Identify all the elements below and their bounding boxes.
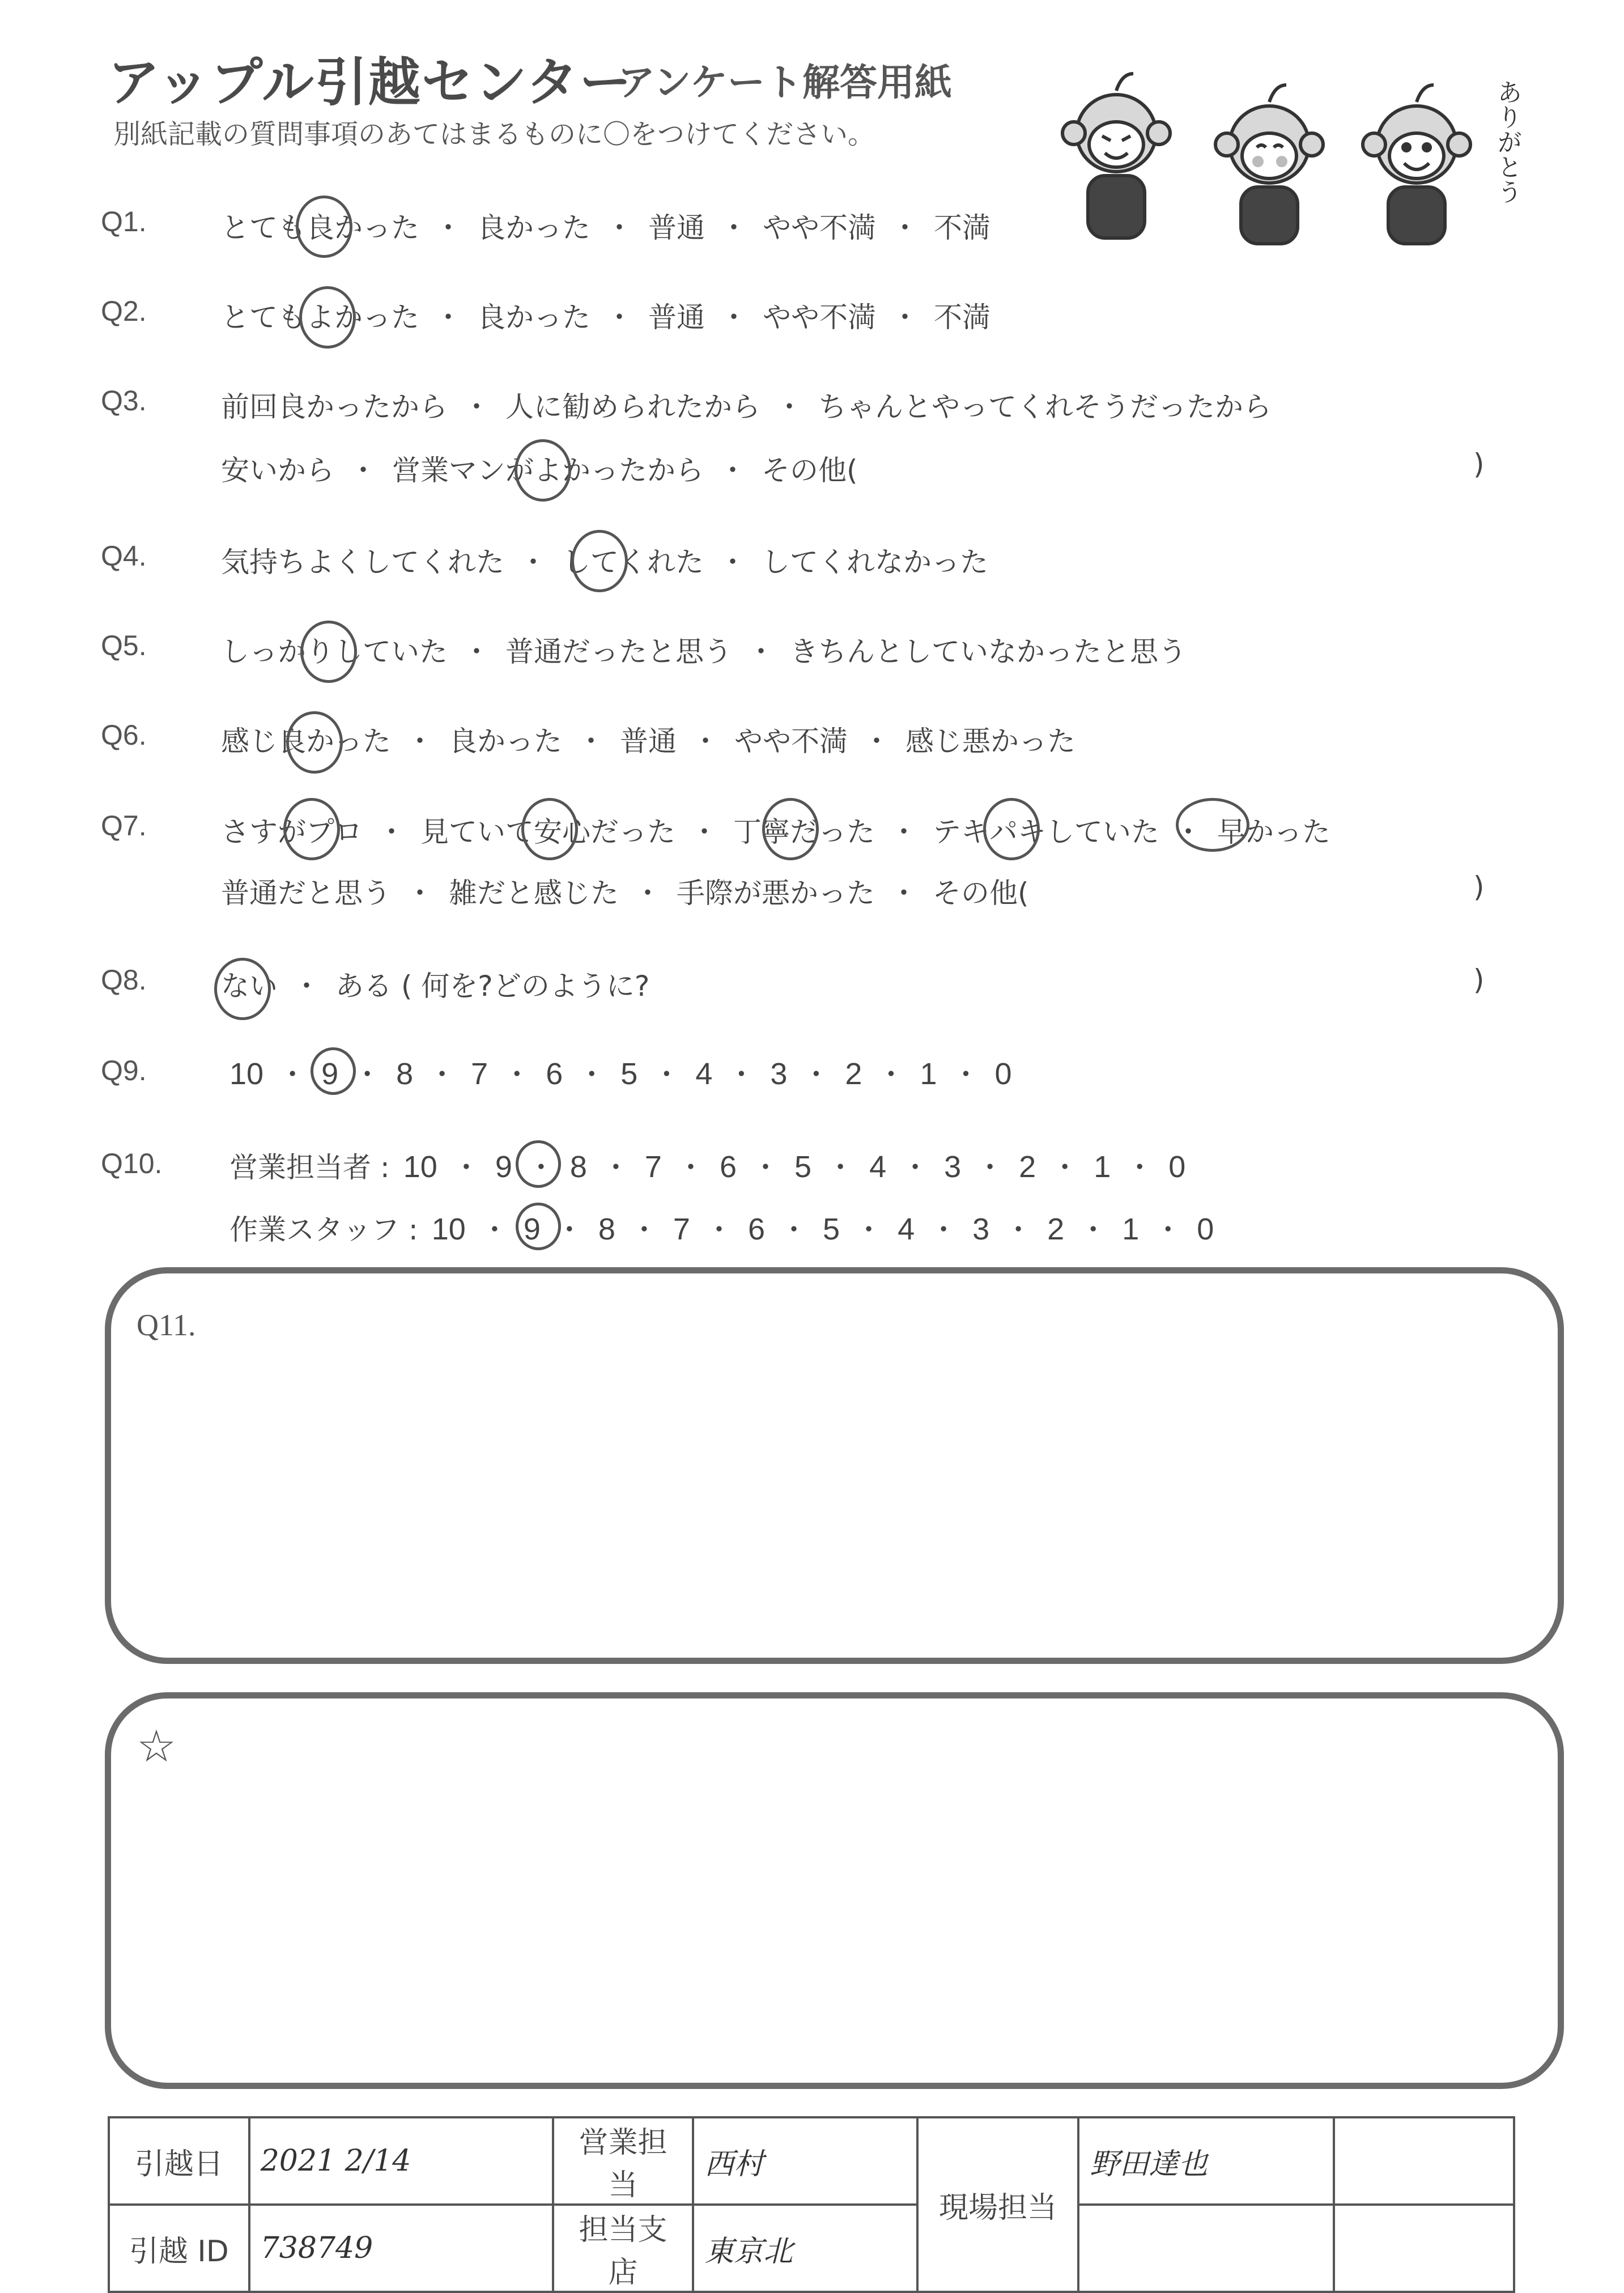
q7-option[interactable]: 見ていて安心だった — [420, 816, 675, 848]
q2-option[interactable]: 普通 — [648, 301, 705, 334]
q7-options-line2: 普通だと思う ・ 雑だと感じた ・ 手際が悪かった ・ その他( — [221, 871, 1029, 911]
q7-options-line1: さすがプロ ・ 見ていて安心だった ・ 丁寧だった ・ テキパキしていた ・ 早かった — [221, 809, 1330, 850]
form-subtitle: アンケート解答用紙 — [618, 61, 953, 104]
company-title: アップル引越センター — [108, 52, 633, 113]
arigatou-text: ありがとう — [1493, 79, 1522, 204]
q7-option-other[interactable]: その他( — [933, 877, 1029, 910]
q1-option[interactable]: やや不満 — [763, 211, 876, 244]
q10-score-option[interactable]: 2 — [1047, 1212, 1065, 1246]
q9-label: Q9. — [101, 1055, 147, 1086]
q3-label: Q3. — [101, 385, 147, 417]
q9-score-option[interactable]: 0 — [994, 1057, 1012, 1091]
moving-id-label: 引越 ID — [109, 2205, 249, 2292]
q10-score-option[interactable]: 4 — [898, 1212, 915, 1246]
q10-score-option[interactable]: 4 — [869, 1150, 887, 1184]
monkey-mascots-illustration — [1031, 57, 1541, 249]
q6-option[interactable]: 良かった — [449, 725, 562, 758]
q9-score-option[interactable]: 8 — [396, 1057, 414, 1091]
q10-score-option[interactable]: 0 — [1197, 1212, 1214, 1246]
q8-option[interactable]: ない — [221, 970, 278, 1003]
q9-score-option[interactable]: 7 — [471, 1057, 488, 1091]
moving-id-value[interactable]: 738749 — [249, 2205, 553, 2292]
q6-option[interactable]: 感じ悪かった — [905, 725, 1075, 758]
q2-label: Q2. — [101, 295, 147, 327]
q10-score-option[interactable]: 2 — [1019, 1150, 1036, 1184]
q10-row-name: 作業スタッフ : — [229, 1213, 418, 1246]
q2-option[interactable]: 良かった — [477, 301, 590, 334]
q11-comment-box[interactable] — [105, 1267, 1564, 1664]
q3-option-other[interactable]: その他( — [762, 454, 858, 487]
q4-option[interactable]: してくれた — [562, 546, 704, 579]
q10-score-option[interactable]: 1 — [1122, 1212, 1140, 1246]
q10-score-option[interactable]: 7 — [644, 1150, 662, 1184]
q6-label: Q6. — [101, 719, 147, 751]
q11-box-label: Q11. — [137, 1308, 196, 1342]
q10-score-option[interactable]: 6 — [719, 1150, 737, 1184]
q6-options: 感じ良かった ・ 良かった ・ 普通 ・ やや不満 ・ 感じ悪かった — [221, 719, 1075, 759]
q4-options: 気持ちよくしてくれた ・ してくれた ・ してくれなかった — [221, 540, 988, 580]
q9-score-option[interactable]: 5 — [620, 1057, 638, 1091]
branch-value[interactable]: 東京北 — [693, 2205, 917, 2292]
q2-option[interactable]: やや不満 — [763, 301, 876, 334]
q4-option[interactable]: してくれなかった — [762, 546, 988, 579]
q7-option[interactable]: さすがプロ — [221, 816, 363, 848]
q9-score-option[interactable]: 6 — [546, 1057, 563, 1091]
star-comment-box[interactable] — [105, 1692, 1564, 2089]
q10-score-option[interactable]: 3 — [944, 1150, 962, 1184]
q10-score-option[interactable]: 8 — [598, 1212, 615, 1246]
q3-options-line2: 安いから ・ 営業マンがよかったから ・ その他( — [221, 448, 858, 489]
branch-label: 担当支店 — [553, 2205, 693, 2292]
q2-option[interactable]: とてもよかった — [221, 301, 419, 334]
q1-option[interactable]: 普通 — [648, 211, 705, 244]
q5-option[interactable]: 普通だったと思う — [505, 635, 732, 668]
q10-sales-scale: 営業担当者 : 10 ・ 9 ・ 8 ・ 7 ・ 6 ・ 5 ・ 4 ・ 3 ・ 2 ・ 1 ・ 0 — [229, 1145, 1185, 1186]
q9-score-option[interactable]: 4 — [695, 1057, 713, 1091]
q5-option[interactable]: しっかりしていた — [221, 635, 448, 668]
q8-close-paren: ) — [1473, 963, 1485, 996]
q9-scale: 10 ・ 9 ・ 8 ・ 7 ・ 6 ・ 5 ・ 4 ・ 3 ・ 2 ・ 1 ・ 0 — [229, 1057, 1012, 1091]
monkey-icon — [1363, 85, 1470, 244]
moving-date-label: 引越日 — [109, 2117, 249, 2205]
q9-score-option[interactable]: 9 — [321, 1057, 339, 1091]
q10-score-option[interactable]: 3 — [972, 1212, 990, 1246]
q7-label: Q7. — [101, 810, 147, 842]
q10-label: Q10. — [101, 1148, 163, 1179]
q9-score-option[interactable]: 2 — [845, 1057, 862, 1091]
q10-row-name: 営業担当者 : — [229, 1151, 390, 1184]
q5-option[interactable]: きちんとしていなかったと思う — [790, 635, 1187, 668]
q10-score-option[interactable]: 10 — [403, 1150, 437, 1184]
q3-option[interactable]: 営業マンがよかったから — [392, 454, 704, 487]
moving-date-value[interactable]: 2021 2/14 — [249, 2117, 553, 2205]
q6-option[interactable]: 感じ良かった — [221, 725, 391, 758]
q1-option[interactable]: 不満 — [934, 211, 990, 244]
monkey-icon — [1062, 74, 1170, 238]
site-staff-value[interactable]: 野田達也 — [1078, 2117, 1334, 2205]
q7-close-paren: ) — [1473, 871, 1485, 903]
q10-score-option[interactable]: 6 — [747, 1212, 766, 1246]
q2-option[interactable]: 不満 — [934, 301, 990, 334]
q7-option[interactable]: テキパキしていた — [933, 816, 1159, 848]
site-staff-label: 現場担当 — [917, 2117, 1078, 2292]
q1-option[interactable]: 良かった — [477, 211, 590, 244]
q10-score-option[interactable]: 7 — [673, 1212, 690, 1246]
q5-label: Q5. — [101, 630, 147, 661]
q3-option[interactable]: 人に勧められたから — [505, 390, 760, 423]
q10-score-option[interactable]: 10 — [431, 1212, 466, 1246]
q8-options: ない ・ ある ( 何を?どのように? — [221, 963, 649, 1004]
q7-option[interactable]: 手際が悪かった — [677, 877, 875, 910]
q6-option[interactable]: 普通 — [620, 725, 677, 758]
q7-option[interactable]: 早かった — [1217, 816, 1330, 848]
q10-score-option[interactable]: 8 — [569, 1150, 587, 1184]
q1-options: とても良かった ・ 良かった ・ 普通 ・ やや不満 ・ 不満 — [221, 205, 990, 246]
q7-option[interactable]: 雑だと感じた — [449, 877, 619, 910]
q9-score-option[interactable]: 3 — [770, 1057, 788, 1091]
q1-label: Q1. — [101, 206, 147, 237]
q3-option[interactable]: 前回良かったから — [221, 390, 448, 423]
q4-label: Q4. — [101, 540, 147, 572]
q7-option[interactable]: 普通だと思う — [221, 877, 391, 910]
q3-option[interactable]: ちゃんとやってくれそうだったから — [818, 390, 1272, 423]
q9-score-option[interactable]: 1 — [920, 1057, 937, 1091]
footer-info-table — [108, 2116, 1515, 2293]
q1-option[interactable]: とても良かった — [221, 211, 419, 244]
sales-staff-value[interactable]: 西村 — [693, 2117, 917, 2205]
q8-option[interactable]: ある ( 何を?どのように? — [335, 970, 650, 1003]
q7-option[interactable]: 丁寧だった — [733, 816, 875, 848]
q3-close-paren: ) — [1473, 448, 1485, 481]
q10-score-option[interactable]: 5 — [794, 1150, 812, 1184]
q3-option[interactable]: 安いから — [221, 454, 334, 487]
instruction-text: 別紙記載の質問事項のあてはまるものに〇をつけてください。 — [113, 118, 875, 150]
site-staff-blank-cell[interactable] — [1334, 2205, 1514, 2292]
q6-option[interactable]: やや不満 — [734, 725, 848, 758]
star-icon: ☆ — [137, 1722, 176, 1771]
q10-score-option[interactable]: 9 — [523, 1212, 541, 1246]
q10-score-option[interactable]: 0 — [1168, 1150, 1186, 1184]
monkey-icon — [1215, 85, 1323, 244]
q10-staff-scale: 作業スタッフ : 10 ・ 9 ・ 8 ・ 7 ・ 6 ・ 5 ・ 4 ・ 3 ・ 2 ・ 1 ・ 0 — [229, 1207, 1214, 1248]
q10-score-option[interactable]: 1 — [1094, 1150, 1111, 1184]
sales-staff-label: 営業担当 — [553, 2117, 693, 2205]
site-staff-blank-cell[interactable] — [1078, 2205, 1334, 2292]
q2-options: とてもよかった ・ 良かった ・ 普通 ・ やや不満 ・ 不満 — [221, 295, 990, 336]
q4-option[interactable]: 気持ちよくしてくれた — [221, 546, 504, 579]
q10-score-option[interactable]: 5 — [823, 1212, 840, 1246]
site-staff-extra-cell[interactable] — [1334, 2117, 1514, 2205]
q8-label: Q8. — [101, 964, 147, 996]
q10-score-option[interactable]: 9 — [495, 1150, 512, 1184]
q9-score-option[interactable]: 10 — [229, 1057, 264, 1091]
q5-options: しっかりしていた ・ 普通だったと思う ・ きちんとしていなかったと思う — [221, 629, 1187, 670]
q3-options-line1: 前回良かったから ・ 人に勧められたから ・ ちゃんとやってくれそうだったから — [221, 384, 1272, 425]
